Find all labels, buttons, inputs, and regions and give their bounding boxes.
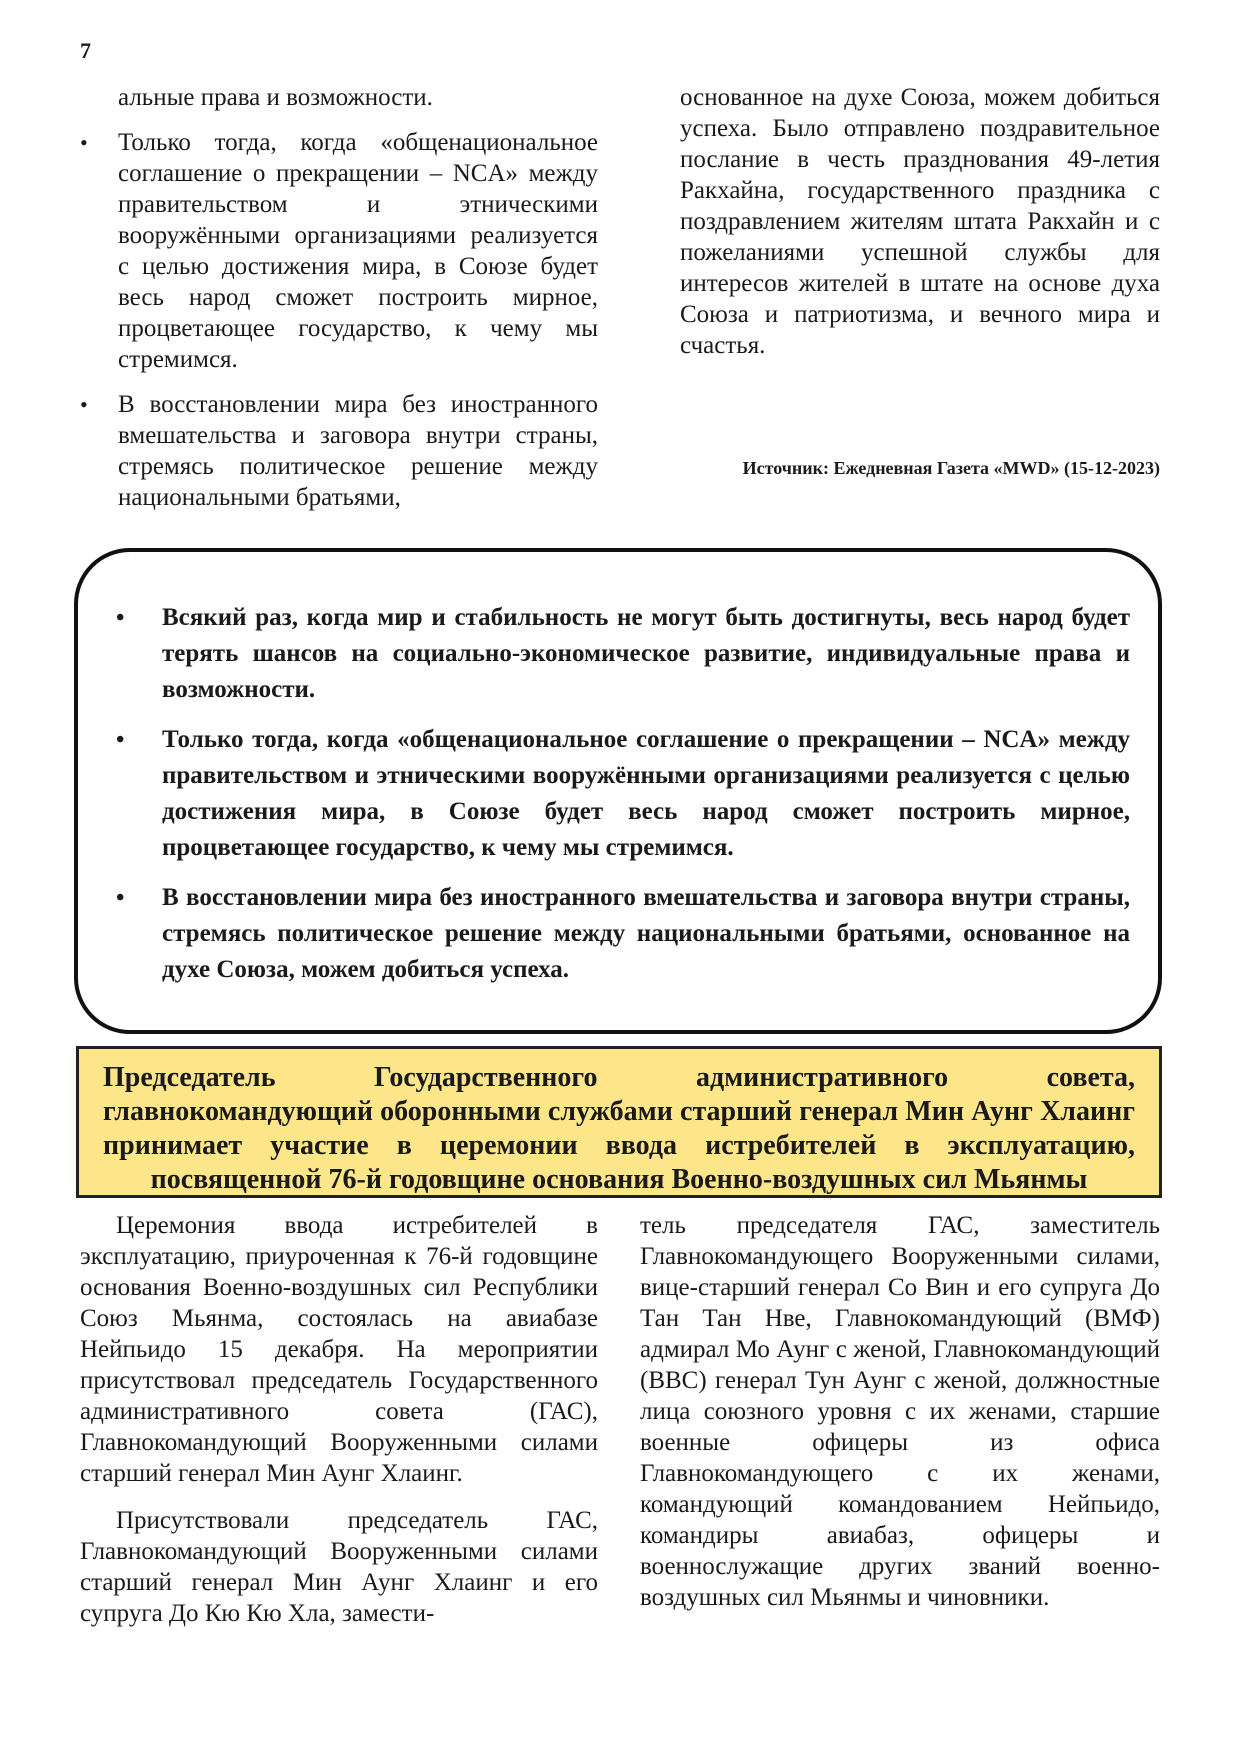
summary-bullet: • Только тогда, когда «общенациональное соглашение о прекращении – NCA» между правительством и этническими вооружёнными организациями реализуется с целью достижения мира, в Союзе будет весь народ сможет построить мирное, процветающее государство, к чему мы стремимся. <box>108 722 1130 866</box>
paragraph: основанное на духе Союза, можем добиться успеха. Было отправлено поздравительное послание в честь празднования 49-летия Ракхайна, государственного праздника с поздравлением жителям штата Ракхайн и с пожеланиями успешной службы для интересов жителей в штате на основе духа Союза и патриотизма, и вечного мира и счастья. <box>680 84 1160 359</box>
bottom-left-column <box>80 1210 598 1645</box>
paragraph: тель председателя ГАС, заместитель Главнокомандующего Вооруженными силами, вице-старший генерал Со Вин и его супруга До Тан Тан Нве, Главнокомандующий (ВМФ) адмирал Мо Аунг с женой, Главнокомандующий (ВВС) генерал Тун Аунг с женой, должностные лица союзного уровня с их женами, старшие военные офицеры из офиса Главнокомандующего с их женами, командующий командованием Нейпьидо, командиры авиабаз, офицеры и военнослужащие других званий военно-воздушных сил Мьянмы и чиновники. <box>640 1212 1160 1611</box>
summary-bullet: • Всякий раз, когда мир и стабильность не могут быть достигнуты, весь народ будет терять шансов на социально-экономическое развитие, индивидуальные права и возможности. <box>108 600 1130 708</box>
top-left-bullets <box>80 82 598 513</box>
top-left-column <box>80 82 598 527</box>
paragraph: Церемония ввода истребителей в эксплуатацию, приуроченная к 76-й годовщине основания Военно-воздушных сил Республики Союз Мьянма, состоялась на авиабазе Нейпьидо 15 декабря. На мероприятии присутствовал председатель Государственного административного совета (ГАС), Главнокомандующий Вооруженными силами старший генерал Мин Аунг Хлаинг. <box>80 1212 598 1487</box>
top-right-column <box>680 82 1160 377</box>
bullet-item: • Только тогда, когда «общенациональное соглашение о прекращении – NCA» между правительством и этническими вооружёнными организациями реализуется с целью достижения мира, в Союзе будет весь народ сможет построить мирное, процветающее государство, к чему мы стремимся. <box>80 127 598 375</box>
bottom-right-column <box>640 1210 1160 1629</box>
article-headline: Председатель Государственного административного совета, главнокомандующий оборонными службами старший генерал Мин Аунг Хлаинг принимает участие в церемонии ввода истребителей в эксплуатацию, посвященной 76-й годовщине основания Военно-воздушных сил Мьянмы <box>76 1046 1162 1198</box>
bullet-item: • В восстановлении мира без иностранного вмешательства и заговора внутри страны, стремясь политическое решение между национальными братьями, <box>80 389 598 513</box>
bullet-continuation: альные права и возможности. <box>118 84 433 111</box>
source-citation: Источник: Ежедневная Газета «MWD» (15-12-2023) <box>742 458 1160 478</box>
summary-box <box>74 548 1162 1034</box>
paragraph: Присутствовали председатель ГАС, Главнокомандующий Вооруженными силами старший генерал Мин Аунг Хлаинг и его супруга До Кю Кю Хла, замести- <box>80 1507 598 1627</box>
summary-bullet: • В восстановлении мира без иностранного вмешательства и заговора внутри страны, стремясь политическое решение между национальными братьями, основанное на духе Союза, можем добиться успеха. <box>108 880 1130 988</box>
page-number: 7 <box>80 38 91 63</box>
summary-bullets <box>108 600 1130 988</box>
